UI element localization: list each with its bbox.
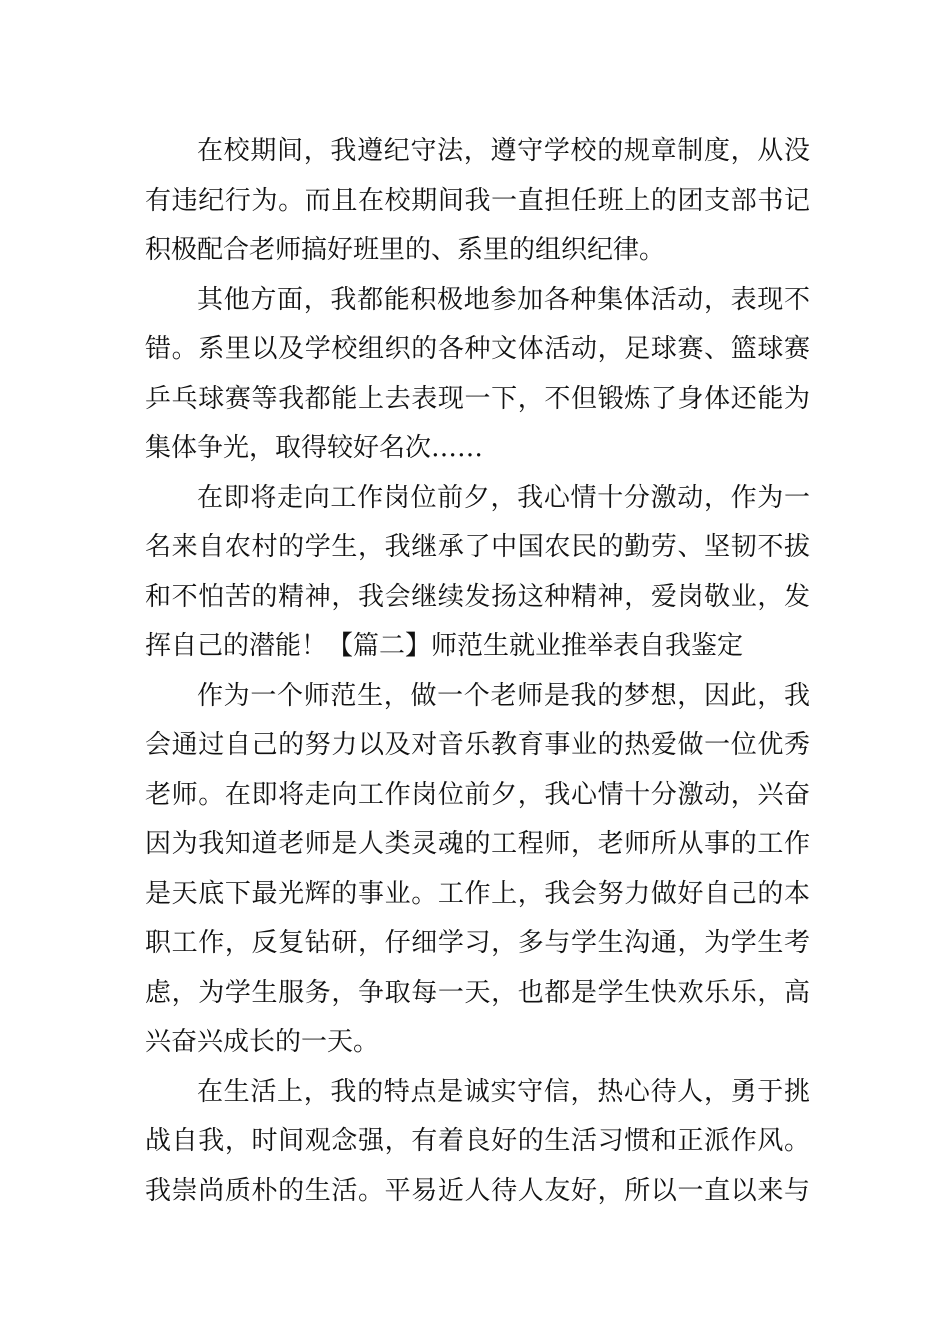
- text-line: 我崇尚质朴的生活。平易近人待人友好，所以一直以来与: [145, 1175, 810, 1206]
- text-line: 乒乓球赛等我都能上去表现一下，不但锻炼了身体还能为: [145, 383, 810, 414]
- text-line: 在生活上，我的特点是诚实守信，热心待人，勇于挑: [197, 1076, 810, 1107]
- text-line: 会通过自己的努力以及对音乐教育事业的热爱做一位优秀: [145, 730, 810, 760]
- text-line: 虑，为学生服务，争取每一天，也都是学生快欢乐乐，高: [145, 977, 810, 1008]
- text-line: 在校期间，我遵纪守法，遵守学校的规章制度，从没: [197, 136, 810, 166]
- text-line: 错。系里以及学校组织的各种文体活动，足球赛、篮球赛: [145, 334, 810, 364]
- text-line: 兴奋兴成长的一天。: [145, 1027, 380, 1057]
- text-line: 挥自己的潜能！【篇二】师范生就业推举表自我鉴定: [145, 631, 744, 661]
- text-line: 职工作，反复钻研，仔细学习，多与学生沟通，为学生考: [145, 928, 810, 958]
- document-body: [145, 127, 810, 1216]
- text-line: 有违纪行为。而且在校期间我一直担任班上的团支部书记: [145, 185, 810, 216]
- text-line: 战自我，时间观念强，有着良好的生活习惯和正派作风。: [145, 1126, 810, 1156]
- text-line: 老师。在即将走向工作岗位前夕，我心情十分激动，兴奋: [145, 779, 810, 810]
- text-line: 积极配合老师搞好班里的、系里的组织纪律。: [145, 235, 666, 265]
- text-line: 在即将走向工作岗位前夕，我心情十分激动，作为一: [197, 482, 810, 513]
- text-line: 和不怕苦的精神，我会继续发扬这种精神，爱岗敬业，发: [145, 581, 810, 612]
- text-line: 其他方面，我都能积极地参加各种集体活动，表现不: [197, 284, 810, 315]
- text-line: 因为我知道老师是人类灵魂的工程师，老师所从事的工作: [145, 829, 810, 859]
- text-line: 名来自农村的学生，我继承了中国农民的勤劳、坚韧不拔: [145, 532, 810, 562]
- text-line: 是天底下最光辉的事业。工作上，我会努力做好自己的本: [145, 878, 810, 909]
- text-line: 集体争光，取得较好名次……: [145, 433, 484, 463]
- text-line: 作为一个师范生，做一个老师是我的梦想，因此，我: [197, 680, 810, 711]
